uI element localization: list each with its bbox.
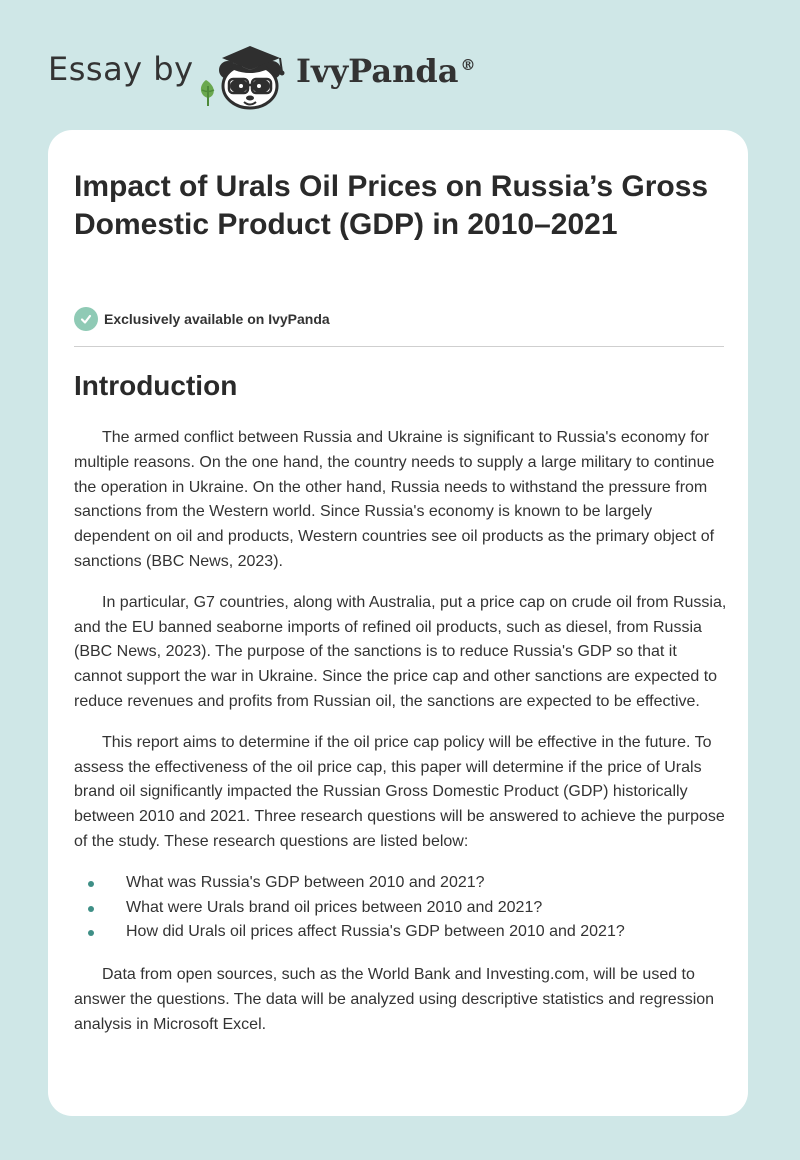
- brand-name-text: IvyPanda: [296, 52, 459, 90]
- bullet-icon: [88, 930, 94, 936]
- list-item: [74, 920, 728, 945]
- list-item: [74, 896, 728, 921]
- paragraph: This report aims to determine if the oil price cap policy will be effective in the future. To assess the effectiveness of the oil price cap, this paper will determine if the price of Urals brand oil significantly impacted the Russian Gross Domestic Product (GDP) historically between 2010 and 2021. Three research questions will be answered to achieve the purpose of the study. These research questions are listed below:: [74, 733, 725, 850]
- list-item-text: What was Russia's GDP between 2010 and 2021?: [126, 873, 485, 891]
- bullet-icon: [88, 906, 94, 912]
- closing-paragraph: Data from open sources, such as the World Bank and Investing.com, will be used to answer the questions. The data will be analyzed using descriptive statistics and regression analysis in Microsoft Excel.: [74, 966, 715, 1033]
- check-icon: [74, 307, 98, 331]
- brand-name[interactable]: [296, 52, 475, 90]
- panda-logo-icon[interactable]: [196, 36, 296, 112]
- section-heading: Introduction: [74, 370, 238, 401]
- brand-prefix: Essay by: [48, 50, 194, 88]
- paragraph: In particular, G7 countries, along with Australia, put a price cap on crude oil from Russia, and the EU banned seaborne imports of refined oil products, such as diesel, from Russia (BBC News, 2023). The purpose of the sanctions is to reduce Russia's GDP so that it cannot support the war in Ukraine. Since the price cap and other sanctions are expected to reduce revenues and profits from Russian oil, the sanctions are expected to be effective.: [74, 593, 727, 710]
- exclusive-badge: [74, 306, 330, 332]
- paragraph: The armed conflict between Russia and Ukraine is significant to Russia's economy for multiple reasons. On the one hand, the country needs to supply a large military to continue the operation in Ukraine. On the other hand, Russia needs to withstand the pressure from sanctions from the Western world. Since Russia's economy is known to be largely dependent on oil and products, Western countries see oil products as the primary object of sanctions (BBC News, 2023).: [74, 429, 715, 570]
- essay-title: Impact of Urals Oil Prices on Russia’s Gross Domestic Product (GDP) in 2010–2021: [74, 170, 709, 241]
- exclusive-label: Exclusively available on IvyPanda: [104, 311, 330, 327]
- divider: [74, 346, 724, 347]
- registered-mark: ®: [460, 56, 476, 75]
- bullet-icon: [88, 881, 94, 887]
- essay-body: [74, 426, 728, 1054]
- essay-card: [48, 130, 748, 1116]
- list-item-text: How did Urals oil prices affect Russia's GDP between 2010 and 2021?: [126, 923, 625, 941]
- list-item: [74, 871, 728, 896]
- research-questions-list: [74, 871, 728, 945]
- site-header: [0, 0, 800, 130]
- list-item-text: What were Urals brand oil prices between 2010 and 2021?: [126, 898, 543, 916]
